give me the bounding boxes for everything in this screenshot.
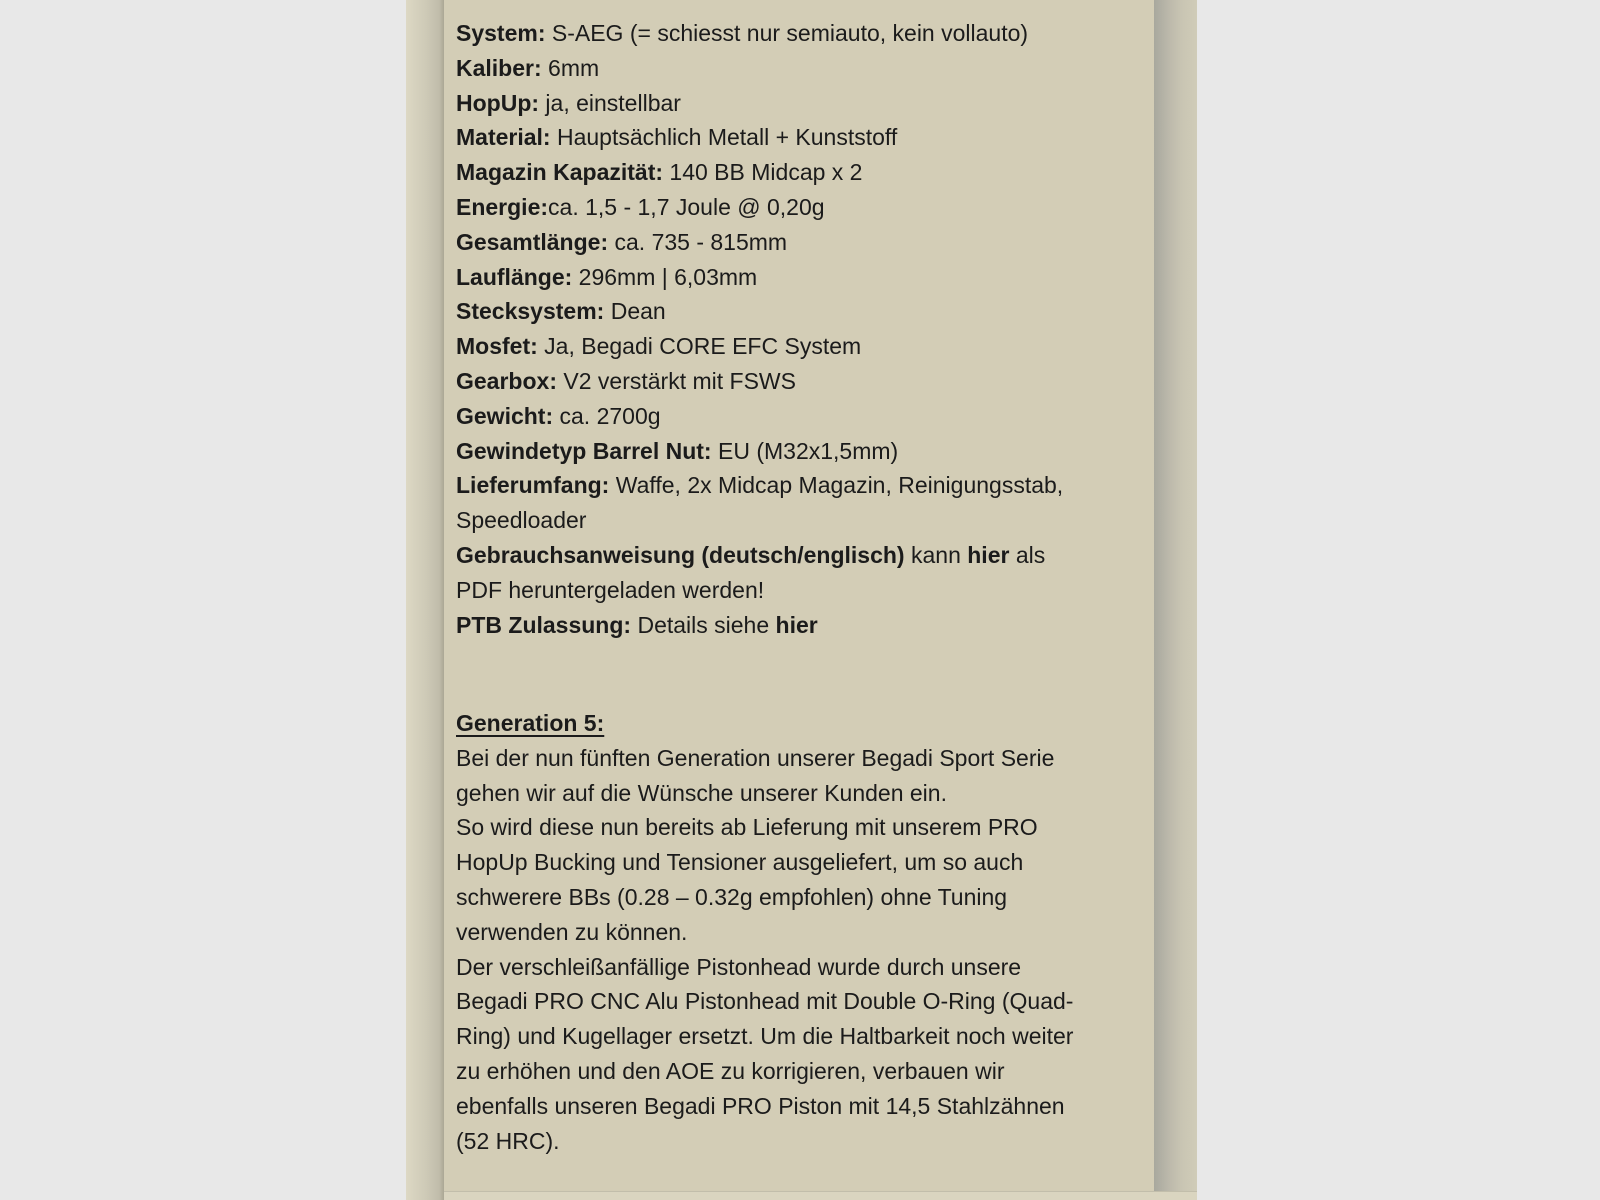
- text-segment: System:: [456, 20, 546, 46]
- generation-line: [456, 984, 1116, 1019]
- text-segment: Bei der nun fünften Generation unserer Begadi Sport Serie: [456, 744, 1055, 771]
- text-segment: Gesamtlänge:: [456, 228, 609, 255]
- spec-line: [456, 86, 1116, 121]
- text-segment: S-AEG (= schiesst nur semiauto, kein vollauto): [545, 20, 1029, 46]
- spec-line: [456, 329, 1116, 364]
- spec-line: [456, 260, 1116, 295]
- text-segment: Gewindetyp Barrel Nut:: [456, 437, 712, 464]
- text-segment: Gebrauchsanweisung (deutsch/englisch): [456, 541, 905, 568]
- text-segment: Energie:: [456, 193, 549, 220]
- text-segment: So wird diese nun bereits ab Lieferung mit unserem PRO: [456, 814, 1038, 841]
- text-segment: zu erhöhen und den AOE zu korrigieren, verbauen wir: [456, 1057, 1005, 1084]
- spec-line: [456, 190, 1116, 225]
- generation-line: [456, 880, 1116, 915]
- text-segment: Details siehe: [631, 611, 776, 638]
- spec-line: [456, 51, 1116, 86]
- text-segment: HopUp Bucking und Tensioner ausgeliefert, um so auch: [456, 849, 1024, 876]
- hier-download-link[interactable]: hier: [775, 611, 818, 638]
- spec-line: [456, 468, 1116, 503]
- spec-line: [456, 608, 1116, 643]
- text-segment: Waffe, 2x Midcap Magazin, Reinigungsstab,: [609, 472, 1064, 499]
- text-segment: Material:: [456, 124, 551, 151]
- spec-line: [456, 16, 1116, 51]
- generation-line: [456, 741, 1116, 776]
- generation-line: [456, 950, 1116, 985]
- generation-line: [456, 1054, 1116, 1089]
- text-segment: Gearbox:: [456, 367, 557, 394]
- text-segment: Ja, Begadi CORE EFC System: [537, 333, 862, 360]
- text-segment: V2 verstärkt mit FSWS: [556, 367, 796, 394]
- text-segment: Gewicht:: [456, 402, 554, 429]
- text-segment: ca. 2700g: [553, 402, 661, 429]
- spec-line: [456, 120, 1116, 155]
- generation-line: [456, 1089, 1116, 1124]
- text-segment: PTB Zulassung:: [456, 611, 632, 638]
- text-segment: Generation 5:: [456, 710, 605, 736]
- section-divider: [444, 1191, 1197, 1200]
- column-left-edge: [406, 0, 444, 1200]
- text-segment: Der verschleißanfällige Pistonhead wurde durch unsere: [456, 953, 1022, 980]
- text-segment: verwenden zu können.: [456, 918, 688, 945]
- text-segment: Kaliber:: [456, 54, 542, 81]
- text-segment: PDF heruntergeladen werden!: [456, 576, 765, 603]
- generation-line: [456, 915, 1116, 950]
- text-segment: ebenfalls unseren Begadi PRO Piston mit 14,5 Stahlzähnen: [456, 1092, 1065, 1119]
- spec-line: [456, 155, 1116, 190]
- generation-line: [456, 706, 1116, 741]
- generation-line: [456, 1019, 1116, 1054]
- text-segment: gehen wir auf die Wünsche unserer Kunden ein.: [456, 779, 947, 806]
- text-segment: 140 BB Midcap x 2: [663, 159, 863, 186]
- text-segment: (52 HRC).: [456, 1127, 560, 1154]
- generation-line: [456, 776, 1116, 811]
- text-segment: Stecksystem:: [456, 298, 605, 325]
- text-segment: Mosfet:: [456, 333, 538, 360]
- spec-line: [456, 399, 1116, 434]
- generation-5-section: [456, 706, 1116, 1158]
- text-segment: ca. 735 - 815mm: [608, 228, 788, 255]
- spec-line: [456, 364, 1116, 399]
- text-segment: 6mm: [541, 54, 600, 81]
- text-segment: HopUp:: [456, 89, 540, 116]
- hier-download-link[interactable]: hier: [967, 541, 1010, 568]
- text-segment: Dean: [604, 298, 666, 325]
- text-segment: Magazin Kapazität:: [456, 159, 664, 186]
- generation-line: [456, 845, 1116, 880]
- text-segment: Lieferumfang:: [456, 472, 610, 499]
- text-segment: EU (M32x1,5mm): [711, 437, 899, 464]
- spec-line: [456, 538, 1116, 573]
- spec-line: [456, 503, 1116, 538]
- text-segment: Speedloader: [456, 507, 587, 534]
- text-segment: Begadi PRO CNC Alu Pistonhead mit Double O-Ring (Quad-: [456, 988, 1074, 1015]
- spec-line: [456, 573, 1116, 608]
- text-segment: Ring) und Kugellager ersetzt. Um die Haltbarkeit noch weiter: [456, 1023, 1074, 1050]
- text-segment: als: [1009, 541, 1046, 568]
- text-segment: ca. 1,5 - 1,7 Joule @ 0,20g: [548, 193, 825, 220]
- generation-line: [456, 810, 1116, 845]
- product-specs: [456, 16, 1116, 642]
- text-segment: Hauptsächlich Metall + Kunststoff: [550, 124, 898, 151]
- column-right-shadow: [1154, 0, 1197, 1200]
- spec-line: [456, 225, 1116, 260]
- spec-line: [456, 434, 1116, 469]
- text-segment: kann: [904, 541, 968, 568]
- text-segment: ja, einstellbar: [539, 89, 681, 116]
- spec-line: [456, 294, 1116, 329]
- text-segment: 296mm | 6,03mm: [572, 263, 758, 290]
- text-segment: Lauflänge:: [456, 263, 573, 290]
- generation-line: [456, 1124, 1116, 1159]
- text-segment: schwerere BBs (0.28 – 0.32g empfohlen) ohne Tuning: [456, 883, 1008, 910]
